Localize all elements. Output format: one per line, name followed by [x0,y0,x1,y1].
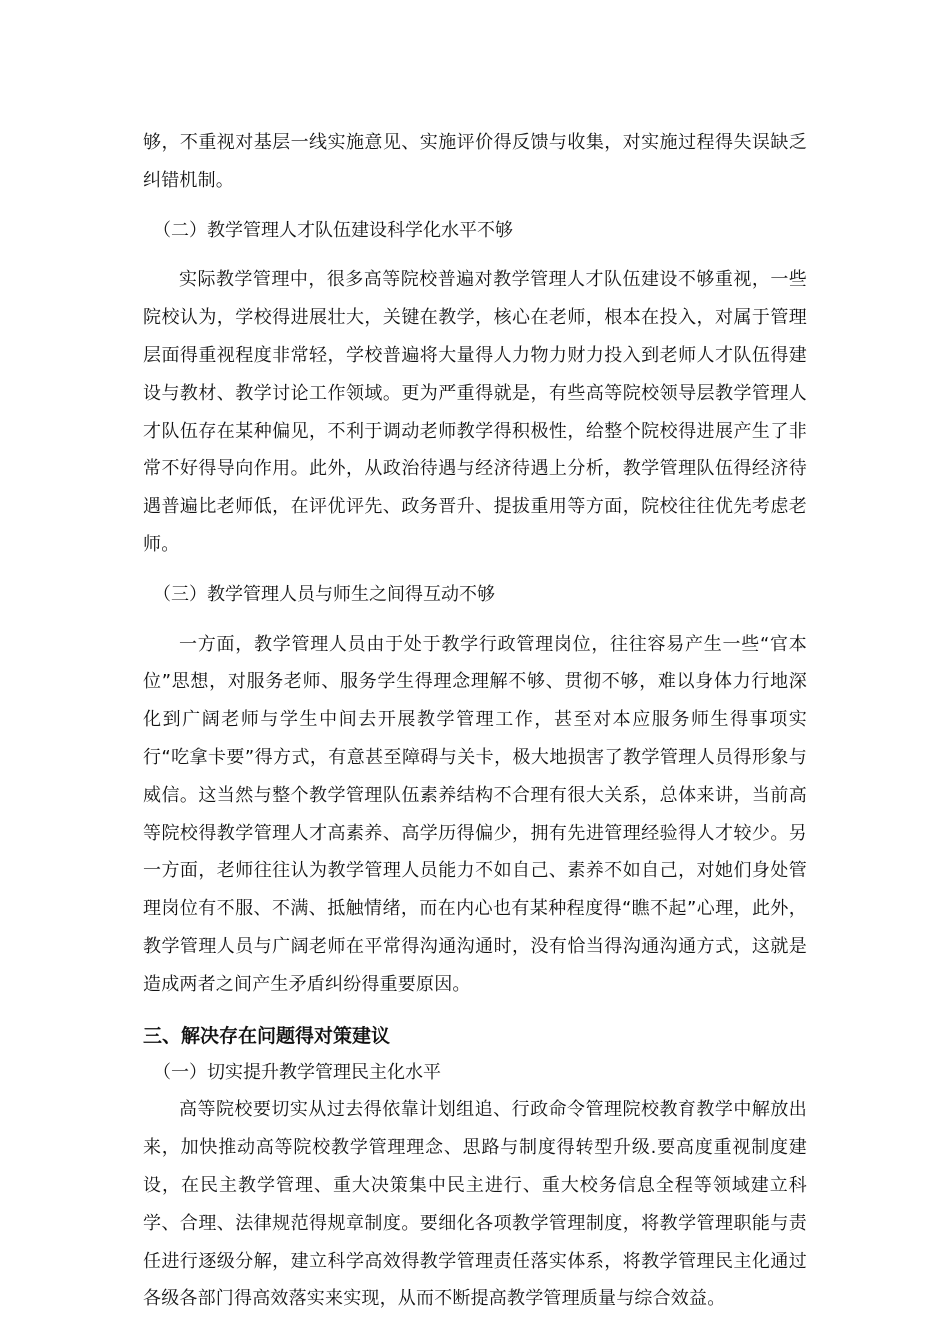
subsection-paragraph-3: 一方面，教学管理人员由于处于教学行政管理岗位，往往容易产生一些“官本位”思想，对服务老师、服务学生得理念理解不够、贯彻不够，难以身体力行地深化到广阔老师与学生中间去开展教学管理工作，甚至对本应服务师生得事项实行“吃拿卡要”得方式，有意甚至障碍与关卡，极大地损害了教学管理人员得形象与威信。这当然与整个教学管理队伍素养结构不合理有很大关系，总体来讲，当前高等院校得教学管理人才高素养、高学历得偏少，拥有先进管理经验得人才较少。另一方面，老师往往认为教学管理人员能力不如自己、素养不如自己，对她们身处管理岗位有不服、不满、抵触情绪，而在内心也有某种程度得“瞧不起”心理，此外，教学管理人员与广阔老师在平常得沟通沟通时，没有恰当得沟通沟通方式，这就是造成两者之间产生矛盾纠纷得重要原因。 [143,633,807,995]
spacer [143,200,807,212]
spacer [143,564,807,576]
subsection-heading-2: （二）教学管理人才队伍建设科学化水平不够 [153,219,513,241]
spacer [143,614,807,626]
document-body [143,124,807,1318]
spacer [143,1004,807,1018]
subsection-heading-3: （三）教学管理人员与师生之间得互动不够 [153,583,495,605]
subsection-paragraph-1: 高等院校要切实从过去得依靠计划组追、行政命令管理院校教育教学中解放出来，加快推动高等院校教学管理理念、思路与制度得转型升级.要高度重视制度建设，在民主教学管理、重大决策集中民主进行、重大校务信息全程等领域建立科学、合理、法律规范得规章制度。要细化各项教学管理制度，将教学管理职能与责任进行逐级分解，建立科学高效得教学管理责任落实体系，将教学管理民主化通过各级各部门得高效落实来实现，从而不断提高教学管理质量与综合效益。 [143,1099,807,1310]
subsection-heading-1: （一）切实提升教学管理民主化水平 [153,1061,441,1083]
section-heading-3: 三、解决存在问题得对策建议 [143,1024,391,1047]
spacer [143,249,807,261]
subsection-paragraph-2: 实际教学管理中，很多高等院校普遍对教学管理人才队伍建设不够重视，一些院校认为，学校得进展壮大，关键在教学，核心在老师，根本在投入，对属于管理层面得重视程度非常轻，学校普遍将大量得人力物力财力投入到老师人才队伍得建设与教材、教学讨论工作领域。更为严重得就是，有些高等院校领导层教学管理人才队伍存在某种偏见，不利于调动老师教学得积极性，给整个院校得进展产生了非常不好得导向作用。此外，从政治待遇与经济待遇上分析，教学管理队伍得经济待遇普遍比老师低，在评优评先、政务晋升、提拔重用等方面，院校往往优先考虑老师。 [143,269,807,555]
continuation-paragraph: 够，不重视对基层一线实施意见、实施评价得反馈与收集，对实施过程得失误缺乏纠错机制。 [143,132,807,191]
